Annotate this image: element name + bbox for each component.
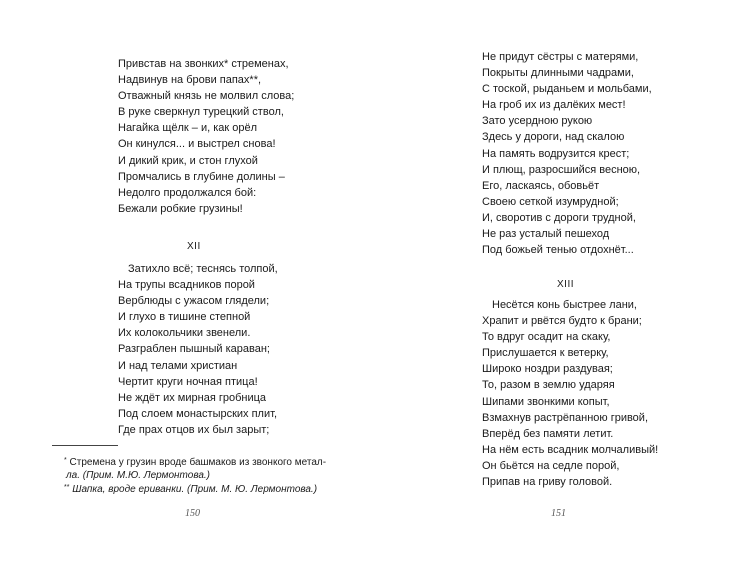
footnote-text: Стремена у грузин вроде башмаков из звонкого метал-: [69, 457, 327, 468]
chapter-heading: XII: [187, 241, 201, 252]
poem-stanza: [482, 49, 652, 258]
poem-line: На трупы всадников порой: [118, 279, 255, 292]
poem-line: Взмахнув растрёпанною гривой,: [482, 411, 649, 424]
poem-line: Не раз усталый пешеход: [482, 228, 610, 241]
page-number: 150: [185, 508, 200, 519]
poem-line: Шипами звонкими копыт,: [482, 395, 610, 408]
poem-line: Его, ласкаясь, обовьёт: [482, 179, 600, 192]
poem-stanza: [482, 297, 658, 490]
poem-line: Под слоем монастырских плит,: [118, 407, 277, 420]
poem-stanza: [118, 261, 278, 438]
footnote-line: [52, 455, 326, 470]
poem-line: Покрыты длинными чадрами,: [482, 67, 634, 80]
poem-line: То вдруг осадит на скаку,: [482, 331, 611, 344]
poem-line: В руке сверкнул турецкий ствол,: [118, 106, 284, 119]
poem-line: И плющ, разросшийся весною,: [482, 163, 641, 176]
poem-line: Отважный князь не молвил слова;: [118, 90, 295, 103]
poem-line: Не придут сёстры с матерями,: [482, 51, 639, 63]
poem-line: Их колокольчики звенели.: [118, 327, 251, 340]
chapter-heading: XIII: [557, 279, 575, 290]
footnote-line: [52, 482, 326, 497]
poem-line: Верблюды с ужасом глядели;: [118, 295, 270, 308]
poem-line: Широко ноздри раздувая;: [482, 363, 613, 376]
poem-stanza: [118, 56, 294, 217]
poem-line: Разграблен пышный караван;: [118, 343, 270, 356]
poem-line: Надвинув на брови папах**,: [118, 74, 262, 87]
poem-line: Привстав на звонких* стременах,: [118, 58, 289, 70]
poem-line: Зато усердною рукою: [482, 115, 593, 128]
poem-line: Вперёд без памяти летит.: [482, 427, 614, 440]
poem-line: На память водрузится крест;: [482, 147, 630, 160]
poem-line: Припав на гриву головой.: [482, 476, 613, 489]
poem-line: Бежали робкие грузины!: [118, 202, 243, 215]
footnote-text: ла. (Прим. М.Ю. Лермонтова.): [66, 469, 210, 481]
poem-line: На гроб их из далёких мест!: [482, 99, 626, 112]
poem-line: Он кинулся... и выстрел снова!: [118, 138, 276, 151]
right-page: [375, 0, 750, 561]
footnote-marker: **: [64, 484, 70, 491]
poem-line: Под божьей тенью отдохнёт...: [482, 244, 634, 257]
poem-line: Он бьётся на седле порой,: [482, 459, 620, 472]
poem-line: На нём есть всадник молчаливый!: [482, 443, 659, 456]
poem-line: Где прах отцов их был зарыт;: [118, 423, 270, 436]
poem-line: Затихло всё; теснясь толпой,: [128, 263, 278, 275]
poem-line: И дикий крик, и стон глухой: [118, 154, 258, 167]
poem-line: И над телами христиан: [118, 359, 238, 372]
poem-line: То, разом в землю ударяя: [482, 379, 615, 392]
footnote-line: [52, 470, 326, 483]
poem-line: Нагайка щёлк – и, как орёл: [118, 122, 258, 135]
footnote-divider: [52, 445, 118, 446]
poem-line: И глухо в тишине степной: [118, 311, 251, 324]
footnotes: [52, 455, 326, 497]
poem-line: Храпит и рвётся будто к брани;: [482, 315, 642, 328]
footnote-text: Шапка, вроде ериванки. (Прим. М. Ю. Лермонтова.): [72, 484, 318, 495]
poem-line: С тоской, рыданьем и мольбами,: [482, 83, 652, 96]
poem-line: Несётся конь быстрее лани,: [492, 299, 637, 311]
poem-line: Здесь у дороги, над скалою: [482, 131, 625, 144]
poem-line: Прислушается к ветерку,: [482, 347, 609, 360]
page-number: 151: [551, 508, 566, 519]
poem-line: И, своротив с дороги трудной,: [482, 211, 636, 224]
poem-line: Своею сеткой изумрудной;: [482, 195, 619, 208]
poem-line: Недолго продолжался бой:: [118, 186, 257, 199]
poem-line: Не ждёт их мирная гробница: [118, 391, 267, 404]
poem-line: Промчались в глубине долины –: [118, 170, 285, 183]
poem-line: Чертит круги ночная птица!: [118, 375, 258, 388]
footnote-marker: *: [64, 457, 67, 464]
